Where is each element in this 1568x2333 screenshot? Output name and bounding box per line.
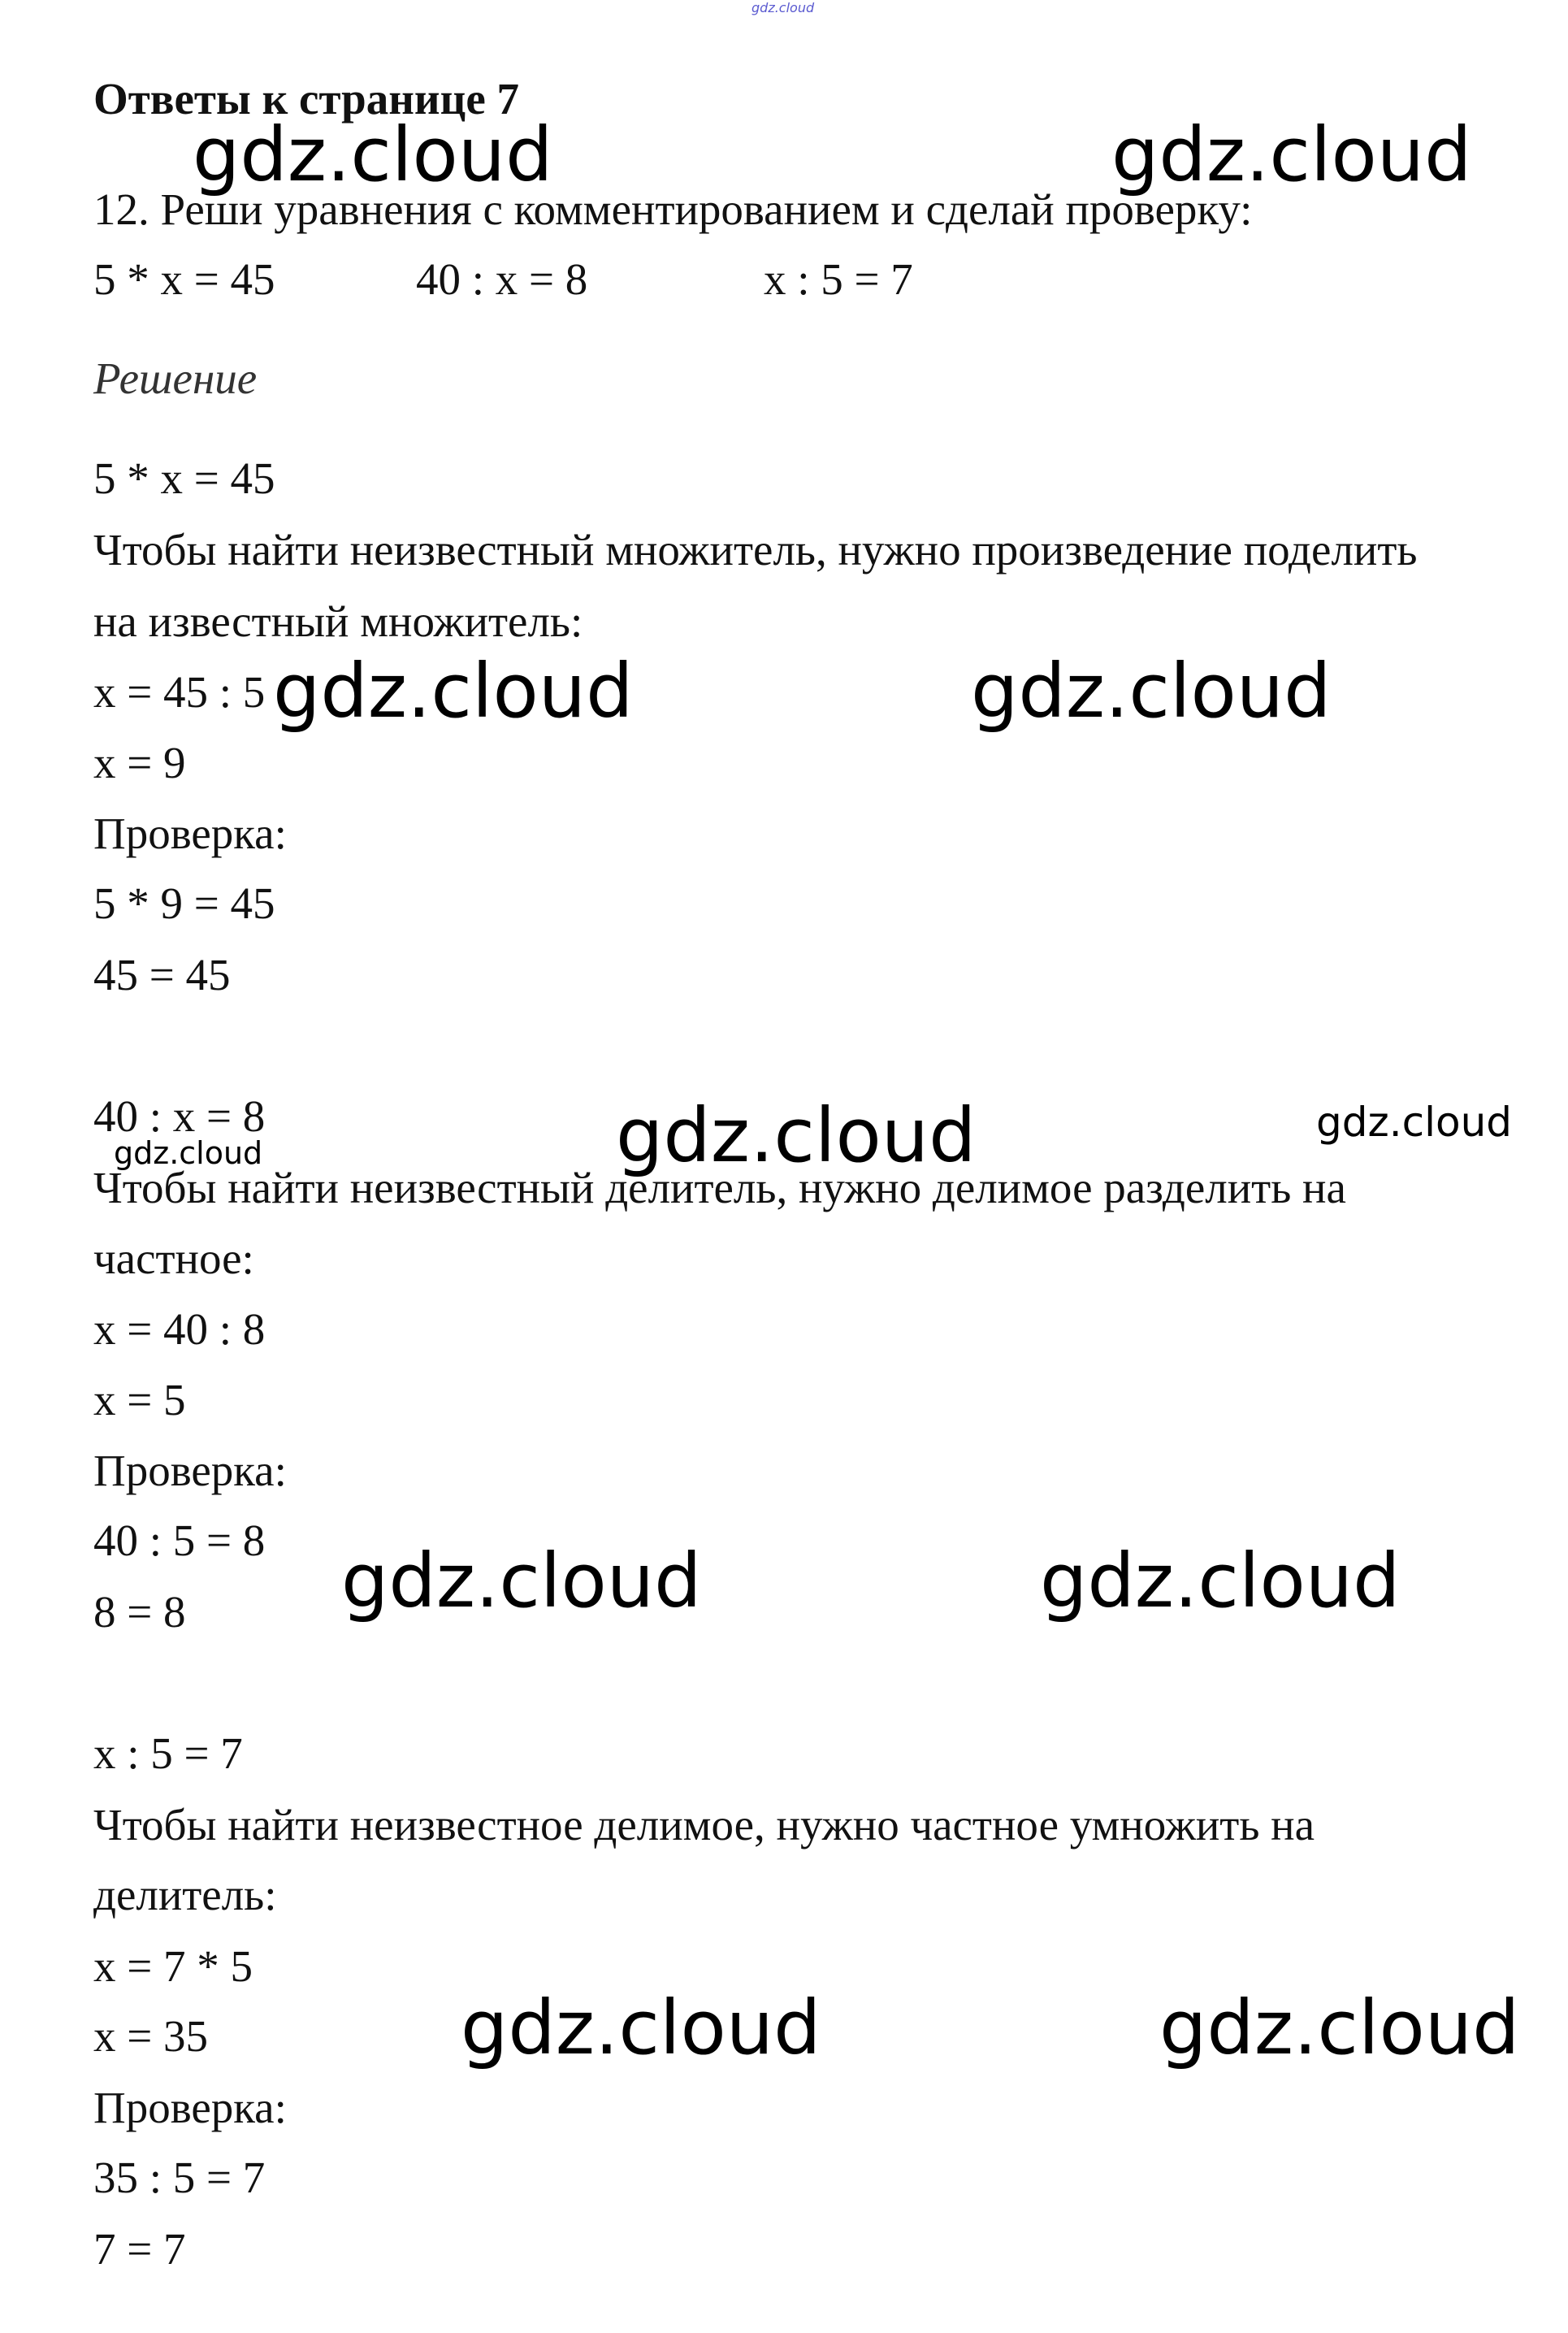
watermark: gdz.cloud <box>114 1135 263 1171</box>
check-line-1: 5 * 9 = 45 <box>93 878 275 928</box>
solution-step-1: x = 7 * 5 <box>93 1941 253 1991</box>
solution-step-1: x = 45 : 5 <box>93 667 266 717</box>
solution-step-1: x = 40 : 8 <box>93 1304 266 1354</box>
solution-step-2: x = 35 <box>93 2011 209 2061</box>
solution-equation: 40 : x = 8 <box>93 1091 266 1141</box>
check-line-2: 8 = 8 <box>93 1587 186 1637</box>
check-line-2: 45 = 45 <box>93 950 231 1000</box>
header-watermark: gdz.cloud <box>752 0 815 15</box>
solution-rule-line-2: делитель: <box>93 1870 277 1919</box>
watermark: gdz.cloud <box>1040 1537 1401 1624</box>
task-equation-2: 40 : x = 8 <box>416 254 588 304</box>
watermark: gdz.cloud <box>461 1984 821 2071</box>
task-equation-3: x : 5 = 7 <box>764 254 913 304</box>
task-equation-1: 5 * x = 45 <box>93 254 275 304</box>
solution-equation: x : 5 = 7 <box>93 1728 243 1778</box>
watermark: gdz.cloud <box>341 1537 702 1624</box>
task-statement: 12. Реши уравнения с комментированием и сделай проверку: <box>93 184 1253 234</box>
check-line-2: 7 = 7 <box>93 2224 186 2274</box>
watermark: gdz.cloud <box>193 111 553 198</box>
watermark: gdz.cloud <box>1316 1099 1513 1146</box>
watermark: gdz.cloud <box>1159 1984 1520 2071</box>
solution-rule-line-1: Чтобы найти неизвестный множитель, нужно произведение поделить <box>93 525 1418 575</box>
solution-label: Решение <box>93 353 258 403</box>
solution-rule-line-1: Чтобы найти неизвестный делитель, нужно делимое разделить на <box>93 1163 1346 1212</box>
watermark: gdz.cloud <box>1111 111 1472 198</box>
watermark: gdz.cloud <box>616 1092 977 1179</box>
solution-step-2: x = 9 <box>93 738 186 787</box>
check-line-1: 40 : 5 = 8 <box>93 1516 266 1565</box>
check-line-1: 35 : 5 = 7 <box>93 2153 266 2202</box>
check-label: Проверка: <box>93 809 287 858</box>
solution-rule-line-1: Чтобы найти неизвестное делимое, нужно частное умножить на <box>93 1800 1315 1849</box>
watermark: gdz.cloud <box>971 648 1332 735</box>
check-label: Проверка: <box>93 1446 287 1495</box>
solution-equation: 5 * x = 45 <box>93 453 275 503</box>
solution-step-2: x = 5 <box>93 1375 186 1425</box>
solution-rule-line-2: на известный множитель: <box>93 596 583 646</box>
solution-rule-line-2: частное: <box>93 1234 254 1283</box>
watermark: gdz.cloud <box>273 648 634 735</box>
page-title: Ответы к странице 7 <box>93 74 519 124</box>
check-label: Проверка: <box>93 2083 287 2132</box>
